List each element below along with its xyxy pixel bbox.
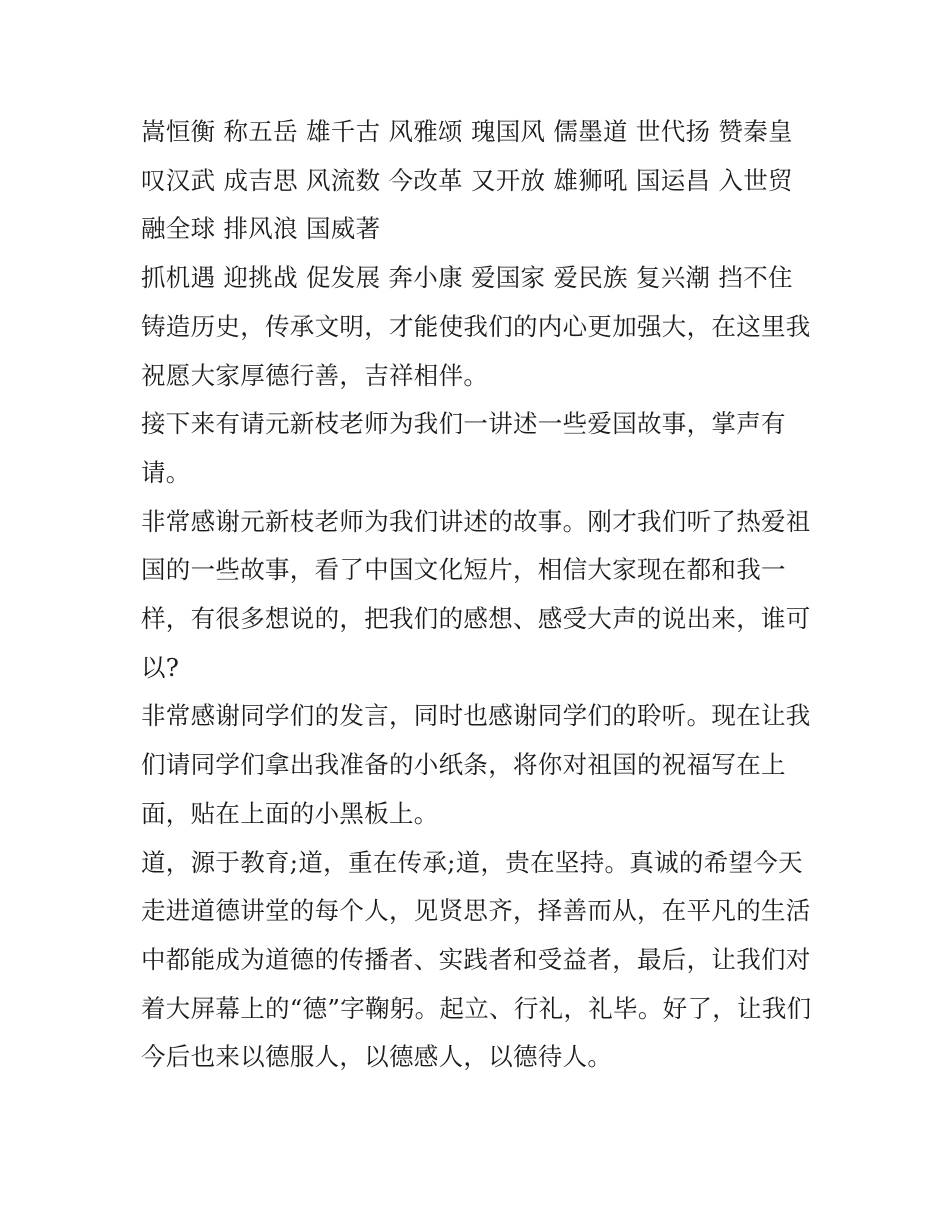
document-body xyxy=(141,108,821,1082)
paragraph-thanks-teacher: 非常感谢元新枝老师为我们讲述的故事。刚才我们听了热爱祖国的一些故事，看了中国文化短片，相信大家现在都和我一样，有很多想说的，把我们的感想、感受大声的说出来，谁可以? xyxy=(141,506,811,682)
paragraph-closing: 道，源于教育;道，重在传承;道，贵在坚持。真诚的希望今天走进道德讲堂的每个人，见贤思齐，择善而从，在平凡的生活中都能成为道德的传播者、实践者和受益者，最后，让我们对着大屏幕上的“德”字鞠躬。起立、行礼，礼毕。好了，让我们今后也来以德服人，以德感人，以德待人。 xyxy=(141,847,812,1072)
verse-line-1: 嵩恒衡 称五岳 雄千古 风雅颂 瑰国风 儒墨道 世代扬 赞秦皇 xyxy=(141,117,793,146)
paragraph-history: 铸造历史，传承文明，才能使我们的内心更加强大，在这里我祝愿大家厚德行善，吉祥相伴。 xyxy=(141,311,811,390)
verse-line-2: 叹汉武 成吉思 风流数 今改革 又开放 雄狮吼 国运昌 入世贸 xyxy=(141,165,793,195)
paragraph-invite-teacher: 接下来有请元新枝老师为我们一讲述一些爱国故事，掌声有请。 xyxy=(141,409,786,487)
paragraph-thanks-students: 非常感谢同学们的发言，同时也感谢同学们的聆听。现在让我们请同学们拿出我准备的小纸条，将你对祖国的祝福写在上面，贴在上面的小黑板上。 xyxy=(141,701,811,828)
verse-line-4: 抓机遇 迎挑战 促发展 奔小康 爱国家 爱民族 复兴潮 挡不住 xyxy=(141,263,793,293)
verse-line-3: 融全球 排风浪 国威著 xyxy=(141,214,381,244)
